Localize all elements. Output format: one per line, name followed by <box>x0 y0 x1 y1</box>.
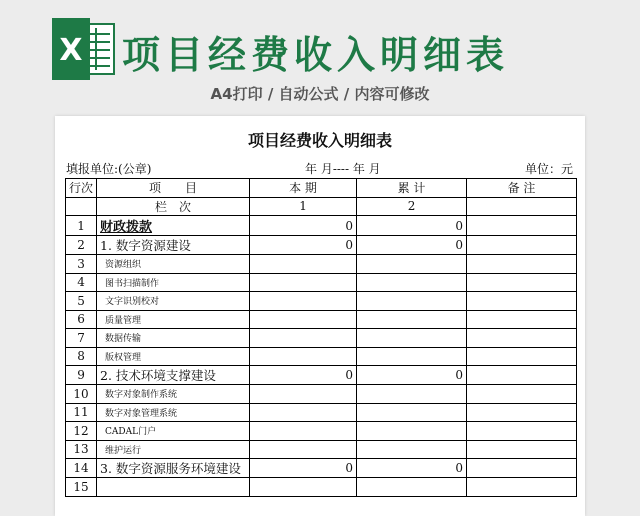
row-number-cell[interactable]: 6 <box>66 310 97 329</box>
cumulative-cell[interactable] <box>357 440 467 459</box>
note-cell[interactable] <box>467 459 577 478</box>
cumulative-cell[interactable] <box>357 310 467 329</box>
index-cell: 栏 次 <box>97 197 250 216</box>
banner <box>0 0 640 112</box>
reporting-unit-label: 填报单位:(公章) <box>66 162 152 176</box>
header-cell: 本 期 <box>250 179 357 198</box>
table-row[interactable] <box>66 478 577 497</box>
item-cell[interactable]: 图书扫描制作 <box>97 273 250 292</box>
currency-unit-label: 单位：元 <box>524 162 573 176</box>
note-cell[interactable] <box>467 310 577 329</box>
cumulative-cell[interactable] <box>357 329 467 348</box>
item-cell[interactable]: 维护运行 <box>97 440 250 459</box>
note-cell[interactable] <box>467 385 577 404</box>
note-cell[interactable] <box>467 347 577 366</box>
header-cell: 备 注 <box>467 179 577 198</box>
row-number-cell[interactable]: 11 <box>66 403 97 422</box>
table-row[interactable] <box>66 422 577 441</box>
table-row[interactable] <box>66 385 577 404</box>
table-row[interactable] <box>66 403 577 422</box>
current-period-cell[interactable]: 0 <box>250 459 357 478</box>
cumulative-cell[interactable] <box>357 478 467 497</box>
row-number-cell[interactable]: 15 <box>66 478 97 497</box>
table-row[interactable] <box>66 292 577 311</box>
note-cell[interactable] <box>467 255 577 274</box>
note-cell[interactable] <box>467 478 577 497</box>
current-period-cell[interactable] <box>250 273 357 292</box>
current-period-cell[interactable]: 0 <box>250 366 357 385</box>
cumulative-cell[interactable]: 0 <box>357 459 467 478</box>
item-cell[interactable]: 1. 数字资源建设 <box>97 236 250 255</box>
row-number-cell[interactable]: 9 <box>66 366 97 385</box>
item-cell[interactable]: 财政拨款 <box>97 216 250 236</box>
item-cell[interactable]: 文字识别校对 <box>97 292 250 311</box>
row-number-cell[interactable]: 2 <box>66 236 97 255</box>
item-cell[interactable]: 数字对象制作系统 <box>97 385 250 404</box>
banner-subtitle: A4打印 / 自动公式 / 内容可修改 <box>210 85 430 103</box>
current-period-cell[interactable]: 0 <box>250 216 357 236</box>
header-row <box>66 179 577 198</box>
header-cell: 累 计 <box>357 179 467 198</box>
current-period-cell[interactable] <box>250 385 357 404</box>
item-cell[interactable] <box>97 478 250 497</box>
item-cell[interactable]: CADAL门户 <box>97 422 250 441</box>
note-cell[interactable] <box>467 366 577 385</box>
index-cell <box>66 197 97 216</box>
cumulative-cell[interactable]: 0 <box>357 366 467 385</box>
row-number-cell[interactable]: 14 <box>66 459 97 478</box>
banner-title: 项目经费收入明细表 <box>122 33 510 77</box>
cumulative-cell[interactable]: 0 <box>357 216 467 236</box>
cumulative-cell[interactable] <box>357 273 467 292</box>
note-cell[interactable] <box>467 236 577 255</box>
current-period-cell[interactable] <box>250 422 357 441</box>
table-row[interactable] <box>66 310 577 329</box>
item-cell[interactable]: 资源组织 <box>97 255 250 274</box>
row-number-cell[interactable]: 10 <box>66 385 97 404</box>
cumulative-cell[interactable] <box>357 347 467 366</box>
period-label: 年 月---- 年 月 <box>305 162 381 176</box>
table-row[interactable] <box>66 255 577 274</box>
cumulative-cell[interactable] <box>357 255 467 274</box>
row-number-cell[interactable]: 12 <box>66 422 97 441</box>
item-cell[interactable]: 质量管理 <box>97 310 250 329</box>
item-cell[interactable]: 3. 数字资源服务环境建设 <box>97 459 250 478</box>
table-row[interactable] <box>66 273 577 292</box>
item-cell[interactable]: 2. 技术环境支撑建设 <box>97 366 250 385</box>
spreadsheet-page <box>55 116 585 516</box>
current-period-cell[interactable] <box>250 310 357 329</box>
note-cell[interactable] <box>467 403 577 422</box>
table-row[interactable] <box>66 366 577 385</box>
table-row[interactable] <box>66 459 577 478</box>
item-cell[interactable]: 数字对象管理系统 <box>97 403 250 422</box>
document-title: 项目经费收入明细表 <box>247 131 392 150</box>
column-index-row <box>66 197 577 216</box>
index-cell: 2 <box>357 197 467 216</box>
row-number-cell[interactable]: 13 <box>66 440 97 459</box>
note-cell[interactable] <box>467 292 577 311</box>
svg-text:X: X <box>59 33 83 68</box>
current-period-cell[interactable] <box>250 329 357 348</box>
cumulative-cell[interactable] <box>357 385 467 404</box>
note-cell[interactable] <box>467 329 577 348</box>
table-row[interactable] <box>66 236 577 255</box>
table-row[interactable] <box>66 440 577 459</box>
header-cell: 项 目 <box>97 179 250 198</box>
note-cell[interactable] <box>467 216 577 236</box>
row-number-cell[interactable]: 3 <box>66 255 97 274</box>
row-number-cell[interactable]: 7 <box>66 329 97 348</box>
cumulative-cell[interactable]: 0 <box>357 236 467 255</box>
table-row[interactable] <box>66 347 577 366</box>
index-cell <box>467 197 577 216</box>
cumulative-cell[interactable] <box>357 403 467 422</box>
row-number-cell[interactable]: 8 <box>66 347 97 366</box>
cumulative-cell[interactable] <box>357 422 467 441</box>
current-period-cell[interactable] <box>250 292 357 311</box>
table-row[interactable] <box>66 216 577 236</box>
current-period-cell[interactable] <box>250 403 357 422</box>
note-cell[interactable] <box>467 440 577 459</box>
index-cell: 1 <box>250 197 357 216</box>
item-cell[interactable]: 版权管理 <box>97 347 250 366</box>
excel-logo-icon <box>50 18 116 80</box>
row-number-cell[interactable]: 5 <box>66 292 97 311</box>
row-number-cell[interactable]: 1 <box>66 216 97 236</box>
current-period-cell[interactable] <box>250 255 357 274</box>
row-number-cell[interactable]: 4 <box>66 273 97 292</box>
current-period-cell[interactable] <box>250 478 357 497</box>
current-period-cell[interactable] <box>250 347 357 366</box>
item-cell[interactable]: 数据传输 <box>97 329 250 348</box>
note-cell[interactable] <box>467 422 577 441</box>
header-cell: 行次 <box>66 179 97 198</box>
current-period-cell[interactable] <box>250 440 357 459</box>
cumulative-cell[interactable] <box>357 292 467 311</box>
note-cell[interactable] <box>467 273 577 292</box>
current-period-cell[interactable]: 0 <box>250 236 357 255</box>
table-row[interactable] <box>66 329 577 348</box>
income-detail-table <box>65 178 577 497</box>
